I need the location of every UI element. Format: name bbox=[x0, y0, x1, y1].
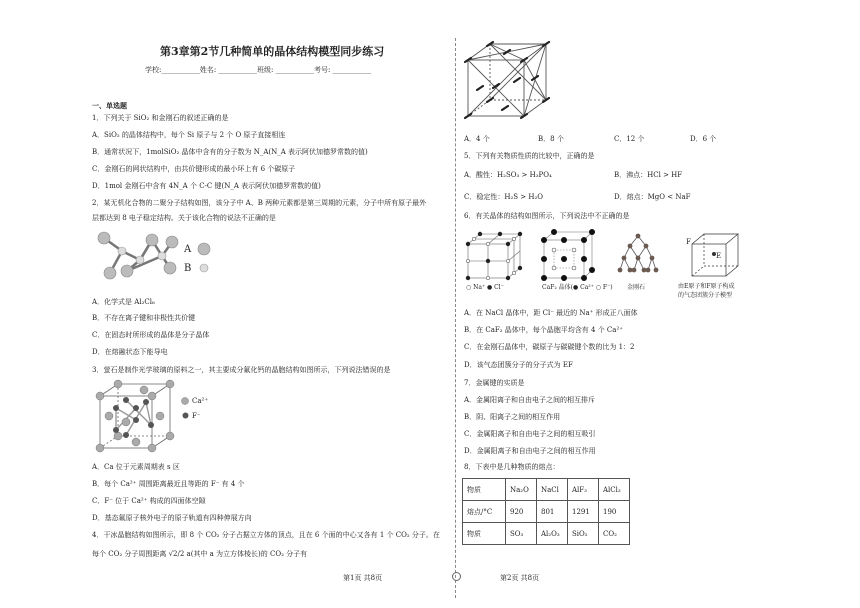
table-cell: 801 bbox=[537, 501, 568, 523]
q5-option-a: A．酸性：H₂SO₃ > H₃PO₄ bbox=[464, 171, 552, 179]
melting-point-table bbox=[462, 478, 630, 545]
q8-stem: 8．下表中是几种物质的熔点： bbox=[464, 463, 560, 471]
q6-option-d: D．该气态团簇分子的分子式为 EF bbox=[464, 361, 573, 369]
ca-legend-icon bbox=[181, 397, 189, 405]
q6-option-b: B．在 CaF₂ 晶体中，每个晶胞平均含有 4 个 Ca²⁺ bbox=[464, 326, 623, 334]
q6-stem: 6．有关晶体的结构如图所示，下列说法中不正确的是 bbox=[464, 212, 630, 220]
table-cell: Na₂O bbox=[506, 479, 537, 501]
legend-label-b: B bbox=[184, 263, 192, 274]
table-cell: NaCl bbox=[537, 479, 568, 501]
table-cell: 物质 bbox=[463, 523, 506, 545]
page-title: 第3章第2节几种简单的晶体结构模型同步练习 bbox=[160, 45, 385, 58]
q2-option-b: B．不存在离子键和非极性共价键 bbox=[92, 314, 196, 322]
fluorite-unit-cell-figure bbox=[96, 380, 176, 456]
footer-page-left: 第1页 共8页 bbox=[343, 574, 383, 582]
q1-option-a: A．SiO₂ 的晶体结构中，每个 Si 原子与 2 个 O 原子直接相连 bbox=[92, 131, 286, 139]
caf2-caption: CaF₂ 晶体(● Ca²⁺ ○ F⁻) bbox=[542, 284, 613, 291]
q4-option-a: A．4 个 bbox=[464, 135, 490, 143]
q2-option-c: C．在固态时所形成的晶体是分子晶体 bbox=[92, 331, 210, 339]
q3-option-a: A．Ca 位于元素周期表 s 区 bbox=[92, 463, 180, 471]
q5-stem: 5．下列有关物质性质的比较中，正确的是 bbox=[464, 152, 595, 160]
nacl-crystal-figure bbox=[466, 232, 522, 280]
table-cell: Al₂O₃ bbox=[537, 523, 568, 545]
cluster-caption-line2: 的气态团簇分子模型 bbox=[678, 292, 733, 299]
table-row bbox=[463, 479, 630, 501]
q5-option-c: C．稳定性：H₂S > H₂O bbox=[464, 193, 544, 201]
q3-option-c: C．F⁻ 位于 Ca²⁺ 构成的四面体空隙 bbox=[92, 497, 206, 505]
q7-option-c: C．金属阳离子和自由电子之间的相互吸引 bbox=[464, 430, 596, 438]
f-legend-icon bbox=[182, 412, 190, 420]
cluster-label-f: F bbox=[686, 238, 691, 246]
cluster-molecule-figure bbox=[686, 232, 742, 278]
table-cell: 190 bbox=[599, 501, 630, 523]
cluster-caption-line1: 由E原子和F原子构成 bbox=[678, 283, 735, 290]
q5-option-d: D．熔点：MgO < NaF bbox=[614, 193, 691, 201]
q6-option-c: C．在金刚石晶体中，碳原子与碳碳键个数的比为 1：2 bbox=[464, 343, 635, 351]
q4-option-b: B．8 个 bbox=[538, 135, 564, 143]
cluster-label-e: E bbox=[716, 252, 722, 260]
diamond-caption: 金刚石 bbox=[627, 284, 646, 291]
q1-option-b: B．通常状况下，1molSiO₂ 晶体中含有的分子数为 N_A(N_A 表示阿伏加德罗常数的值) bbox=[92, 148, 368, 156]
footer-page-right: 第2页 共8页 bbox=[500, 574, 540, 582]
table-row bbox=[463, 523, 630, 545]
table-cell: 1291 bbox=[568, 501, 599, 523]
q2-stem-cont: 层都达到 8 电子稳定结构。关于该化合物的说法不正确的是 bbox=[92, 214, 276, 222]
q4-option-d: D．6 个 bbox=[690, 135, 717, 143]
table-cell: CO₂ bbox=[599, 523, 630, 545]
section-heading: 一、单选题 bbox=[92, 101, 127, 110]
q1-stem: 1．下列关于 SiO₂ 和金刚石的叙述正确的是 bbox=[92, 114, 229, 122]
f-legend-label: F⁻ bbox=[192, 412, 201, 420]
q2-option-d: D．在熔融状态下能导电 bbox=[92, 348, 168, 356]
diamond-crystal-figure bbox=[616, 232, 660, 278]
table-cell: 熔点/°C bbox=[463, 501, 506, 523]
q4-stem: 4．干冰晶胞结构如图所示，即 8 个 CO₂ 分子占据立方体的顶点，且在 6 个面的中心又各有 1 个 CO₂ 分子。在 bbox=[92, 531, 440, 539]
dimer-molecule-figure bbox=[92, 228, 222, 288]
table-cell: AlF₃ bbox=[568, 479, 599, 501]
ca-legend-label: Ca²⁺ bbox=[192, 397, 209, 405]
q6-option-a: A．在 NaCl 晶体中，距 Cl⁻ 最近的 Na⁺ 形成正八面体 bbox=[464, 309, 638, 317]
q1-option-d: D．1mol 金刚石中含有 4N_A 个 C-C 键(N_A 表示阿伏加德罗常数的值) bbox=[92, 182, 321, 190]
q7-option-d: D．金属阳离子和自由电子之间的相互作用 bbox=[464, 447, 596, 455]
q3-option-d: D．基态氟原子核外电子的原子轨道有四种伸展方向 bbox=[92, 514, 252, 522]
q7-option-a: A．金属阳离子和自由电子之间的相互排斥 bbox=[464, 396, 596, 404]
q7-stem: 7．金属键的实质是 bbox=[464, 379, 525, 387]
table-cell: 920 bbox=[506, 501, 537, 523]
nacl-caption: ○ Na⁺ ● Cl⁻ bbox=[466, 284, 504, 291]
q2-stem: 2．某无机化合物的二聚分子结构如图，该分子中 A、B 两种元素都是第三周期的元素，分子中所有原子最外 bbox=[92, 199, 427, 207]
q4-option-c: C．12 个 bbox=[614, 135, 645, 143]
q1-option-c: C．金刚石的网状结构中，由共价键形成的最小环上有 6 个碳原子 bbox=[92, 165, 296, 173]
q2-option-a: A．化学式是 Al₂Cl₆ bbox=[92, 298, 155, 306]
info-line: 学校:___________姓名: ___________班级: ___________考号: ___________ bbox=[145, 66, 372, 74]
q3-stem: 3．萤石是制作光学玻璃的原料之一，其主要成分氟化钙的晶胞结构如图所示，下列说法错误的是 bbox=[92, 366, 391, 374]
q3-option-b: B．每个 Ca²⁺ 周围距离最近且等距的 F⁻ 有 4 个 bbox=[92, 480, 245, 488]
table-cell: SiO₂ bbox=[568, 523, 599, 545]
table-cell: SO₃ bbox=[506, 523, 537, 545]
q4-stem-cont: 每个 CO₂ 分子周围距离 √2/2 a(其中 a 为立方体棱长)的 CO₂ 分子有 bbox=[92, 550, 308, 558]
q7-option-b: B．阴、阳离子之间的相互作用 bbox=[464, 413, 561, 421]
caf2-crystal-figure bbox=[540, 230, 594, 280]
table-cell: AlCl₃ bbox=[599, 479, 630, 501]
table-cell: 物质 bbox=[463, 479, 506, 501]
table-row bbox=[463, 501, 630, 523]
dry-ice-unit-cell-figure bbox=[464, 40, 550, 124]
legend-label-a: A bbox=[184, 244, 192, 255]
q5-option-b: B．沸点：HCl > HF bbox=[614, 171, 683, 179]
